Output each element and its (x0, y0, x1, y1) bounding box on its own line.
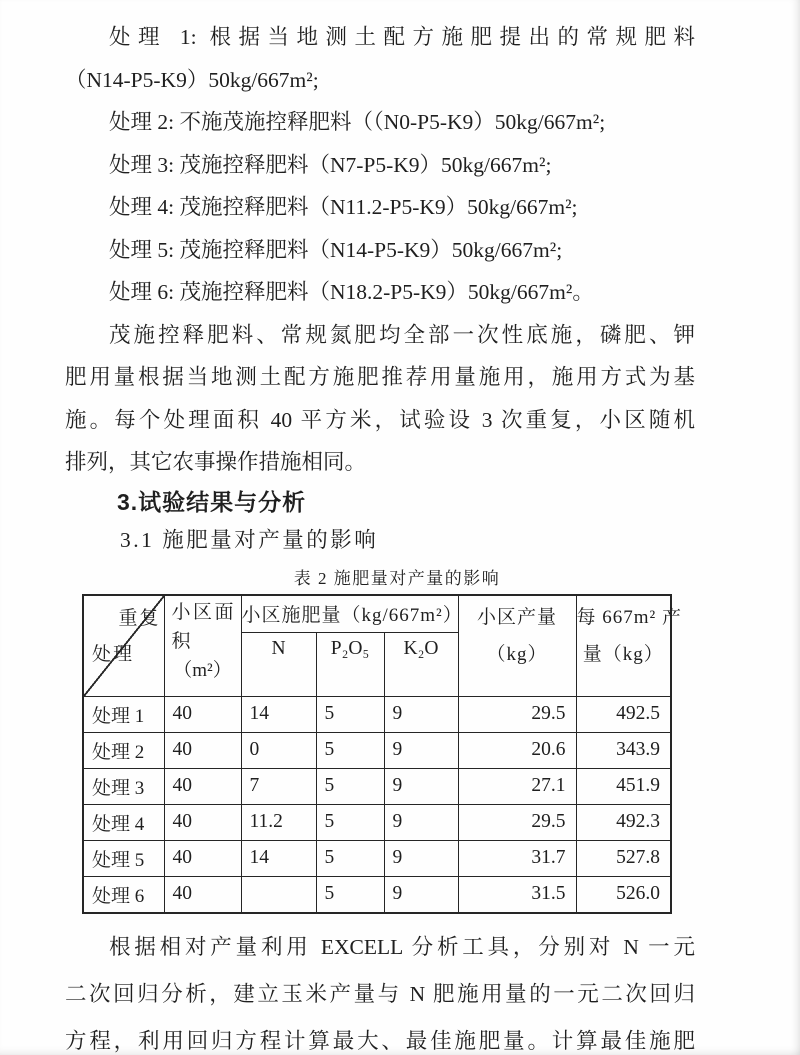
header-cell-repeat-treatment (83, 595, 164, 697)
cell-n: 7 (241, 768, 316, 804)
cell-k2o: 9 (384, 732, 458, 768)
cell-area: 40 (164, 768, 241, 804)
cell-p2o5: 5 (316, 768, 384, 804)
fertilizer-yield-table (82, 594, 683, 914)
cell-treatment: 处理 3 (83, 768, 164, 804)
table-row (83, 876, 671, 913)
header-cell-plot-yield (458, 595, 576, 697)
cell-area: 40 (164, 876, 241, 913)
header-cell-p2o5: P₂O₅ (316, 632, 384, 696)
cell-p2o5: 5 (316, 696, 384, 732)
treatment-4-line: 处理 4: 茂施控释肥料（N11.2-P5-K9）50kg/667m²; (109, 195, 578, 219)
table-row (83, 768, 671, 804)
cell-yield-per-mu: 492.3 (576, 804, 671, 840)
cell-treatment: 处理 5 (83, 840, 164, 876)
plot-yield-unit: （kg） (486, 643, 548, 665)
cell-treatment: 处理 2 (83, 732, 164, 768)
plot-area-label-line: 小区面 (171, 601, 234, 623)
cell-k2o: 9 (384, 768, 458, 804)
cell-plot-yield: 29.5 (458, 804, 576, 840)
cell-area: 40 (164, 732, 241, 768)
table-header-row-1 (83, 595, 671, 633)
paragraph-line: 根据相对产量利用 EXCELL 分析工具，分别对 N 一元 (109, 934, 695, 959)
cell-p2o5: 5 (316, 876, 384, 913)
cell-yield-per-mu: 526.0 (576, 876, 671, 913)
subsection-heading: 3.1 施肥量对产量的影响 (120, 527, 379, 552)
yield-per-mu-label-line: 每 667m² 产 (576, 606, 683, 628)
cell-n (241, 876, 316, 913)
cell-k2o: 9 (384, 876, 458, 913)
cell-n: 11.2 (241, 804, 316, 840)
cell-yield-per-mu: 451.9 (576, 768, 671, 804)
treatment-1-line-1: 处理 1: 根据当地测土配方施肥提出的常规肥料 (109, 25, 695, 49)
repeat-label: 重复 (118, 607, 161, 629)
cell-k2o: 9 (384, 840, 458, 876)
section-heading: 3.试验结果与分析 (117, 488, 307, 515)
paragraph-line: 排列，其它农事操作措施相同。 (65, 450, 367, 474)
paragraph-line: 肥用量根据当地测土配方施肥推荐用量施用，施用方式为基 (65, 365, 695, 389)
cell-plot-yield: 29.5 (458, 696, 576, 732)
table-row (83, 840, 671, 876)
table-row (83, 696, 671, 732)
cell-p2o5: 5 (316, 804, 384, 840)
header-cell-yield-per-mu (576, 595, 683, 697)
plot-area-unit: （m²） (173, 659, 232, 681)
cell-plot-yield: 20.6 (458, 732, 576, 768)
cell-yield-per-mu: 527.8 (576, 840, 671, 876)
cell-n: 14 (241, 840, 316, 876)
plot-area-label-line: 积 (171, 630, 191, 652)
paragraph-line: 茂施控释肥料、常规氮肥均全部一次性底施，磷肥、钾 (109, 322, 695, 347)
cell-n: 0 (241, 732, 316, 768)
treatment-1-line-2: （N14-P5-K9）50kg/667m²; (65, 67, 319, 92)
paragraph-line: 方程，利用回归方程计算最大、最佳施肥量。计算最佳施肥 (65, 1028, 695, 1053)
cell-treatment: 处理 6 (83, 876, 164, 913)
yield-per-mu-unit: 量（kg） (582, 643, 664, 665)
table-row (83, 732, 671, 768)
cell-treatment: 处理 1 (83, 696, 164, 732)
header-cell-k2o: K₂O (384, 632, 458, 696)
cell-yield-per-mu: 343.9 (576, 732, 671, 768)
cell-area: 40 (164, 840, 241, 876)
cell-n: 14 (241, 696, 316, 732)
plot-yield-label-line: 小区产量 (477, 606, 558, 628)
cell-k2o: 9 (384, 696, 458, 732)
cell-plot-yield: 31.5 (458, 876, 576, 913)
header-cell-fertilizer-group: 小区施肥量（kg/667m²） (241, 595, 458, 633)
treatment-label: 处理 (92, 643, 135, 665)
table-row (83, 804, 671, 840)
paragraph-line: 二次回归分析，建立玉米产量与 N 肥施用量的一元二次回归 (65, 981, 695, 1006)
cell-plot-yield: 31.7 (458, 840, 576, 876)
treatment-5-line: 处理 5: 茂施控释肥料（N14-P5-K9）50kg/667m²; (109, 237, 563, 262)
treatment-6-line: 处理 6: 茂施控释肥料（N18.2-P5-K9）50kg/667m²。 (109, 280, 594, 304)
cell-area: 40 (164, 804, 241, 840)
treatment-2-line: 处理 2: 不施茂施控释肥料（（N0-P5-K9）50kg/667m²; (109, 110, 606, 134)
paragraph-line: 施。每个处理面积 40 平方米，试验设 3 次重复，小区随机 (65, 407, 695, 432)
header-cell-n: N (241, 632, 316, 696)
treatment-3-line: 处理 3: 茂施控释肥料（N7-P5-K9）50kg/667m²; (109, 152, 552, 177)
cell-k2o: 9 (384, 804, 458, 840)
cell-treatment: 处理 4 (83, 804, 164, 840)
cell-area: 40 (164, 696, 241, 732)
cell-yield-per-mu: 492.5 (576, 696, 671, 732)
header-cell-plot-area (164, 595, 241, 697)
cell-p2o5: 5 (316, 840, 384, 876)
table-title: 表 2 施肥量对产量的影响 (293, 568, 501, 588)
cell-p2o5: 5 (316, 732, 384, 768)
cell-plot-yield: 27.1 (458, 768, 576, 804)
